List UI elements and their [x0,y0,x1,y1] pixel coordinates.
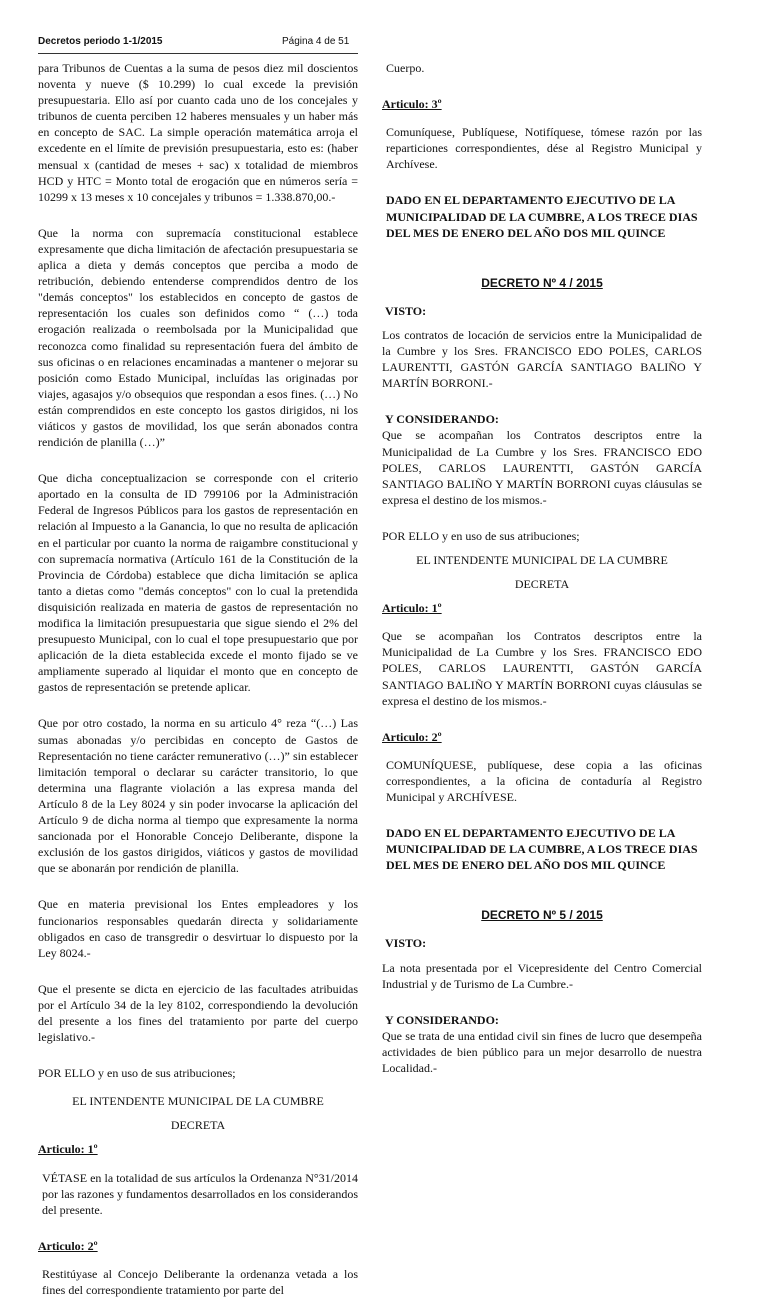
paragraph: POR ELLO y en uso de sus atribuciones; [382,528,580,543]
dado-statement: DADO EN EL DEPARTAMENTO EJECUTIVO DE LA MUNICIPALIDAD DE LA CUMBRE, A LOS TRECE DIAS DEL MES DE ENERO DEL AÑO DOS MIL QUINCE [386,826,698,873]
article-text: Restitúyase al Concejo Deliberante la ordenanza vetada a los fines del correspondiente tratamiento por parte del [42,1266,358,1297]
paragraph: Que el presente se dicta en ejercicio de las facultades atribuidas por el Artículo 34 de la ley 8102, correspondiendo la devolución del presente a los fines del tratamiento por parte del cuerpo legislativo.- [38,981,358,1045]
article-title: Articulo: 1º [38,1142,98,1157]
paragraph: Que se trata de una entidad civil sin fines de lucro que desempeña actividades de bien público para un mejor desarrollo de nuestra Localidad.- [382,1028,702,1076]
intendente-heading: EL INTENDENTE MUNICIPAL DE LA CUMBRE [416,552,668,567]
paragraph: Que la norma con supremacía constitucional establece expresamente que dicha limitación de afectación presupuestaria se aplica a dieta y demás conceptos que perciba a modo de retribución, debiendo entenderse comprendidos dentro de los "demás conceptos" los establecidos en concepto de gastos de representación los cuales son definidos como “ (…) toda erogación realizada o reembolsada por la Municipalidad que reconozca como finalidad su representación fuera del ámbito de sus oficinas o en relaciones encaminadas a mantener o mejorar su posición como Estado Municipal, incluídas las originadas por viajes, agasajos y/o obsequios que respondan a esos fines. (…) No están comprendidos en este concepto los gastos dirigidos, ni los viáticos y gastos de movilidad, los que serán abonados contra rendición de planilla (…)” [38,225,358,450]
paragraph: Que dicha conceptualizacion se corresponde con el criterio aportado en la consulta de ID 799106 por la Administración Federal de Ingresos Públicos para los gastos de representación en relación al Impuesto a la Ganancia, lo que no resulta de aplicación en el particular por cuanto la norma de raigambre constitucional y con supremacía normativa (Artículo 161 de la Constitución de la Provincia de Córdoba) establece que dicha limitación se aplica tanto a dietas como "demás conceptos" con lo cual la pretendida disquisición realizada en materia de gastos de representación no modifica la limitación presupuestaria que sigue siendo el 2% del presupuesto Municipal, con lo cual el tope presupuestario que por aplicación de la dieta establecida excede el monto fijado se ve ampliamente superado al liquidar el monto que en concepto de gastos de representación se pretende aplicar. [38,471,358,695]
article-title: Articulo: 3º [382,97,442,112]
decreta-heading: DECRETA [514,577,570,592]
header-page-number: Página 4 de 51 [282,36,350,47]
paragraph: Que se acompañan los Contratos descriptos entre la Municipalidad de La Cumbre y los Sres. FRANCISCO EDO POLES, CARLOS LAURENTTI, GASTÓN GARCÍA SANTIAGO BALIÑO Y MARTÍN BORRONI cuyas cláusulas se expresa el destino de los mismos.- [382,428,702,507]
article-text: COMUNÍQUESE, publíquese, dese copia a las oficinas correspondientes, a la oficina de contaduría al Registro Municipal y ARCHÍVESE. [386,757,702,804]
decreto-title: DECRETO Nº 4 / 2015 [481,275,603,290]
paragraph: Los contratos de locación de servicios entre la Municipalidad de la Cumbre y los Sres. FRANCISCO EDO POLES, CARLOS LAURENTTI, GASTÓN GARCÍA SANTIAGO BALIÑO Y MARTÍN BORRONI.- [382,327,702,391]
considerando-label: Y CONSIDERANDO: [385,1012,499,1027]
article-text: VÉTASE en la totalidad de sus artículos la Ordenanza N°31/2014 por las razones y fundamentos desarrollados en los considerandos del presente. [42,1170,358,1217]
dado-statement: DADO EN EL DEPARTAMENTO EJECUTIVO DE LA MUNICIPALIDAD DE LA CUMBRE, A LOS TRECE DIAS DEL MES DE ENERO DEL AÑO DOS MIL QUINCE [386,193,698,240]
article-title: Articulo: 2º [382,729,442,744]
decreta-heading: DECRETA [170,1118,226,1133]
paragraph: Cuerpo. [386,61,425,75]
header-document-title: Decretos periodo 1-1/2015 [38,36,163,47]
article-title: Articulo: 2º [38,1238,98,1253]
header-divider [38,53,358,54]
intendente-heading: EL INTENDENTE MUNICIPAL DE LA CUMBRE [72,1094,324,1109]
paragraph: POR ELLO y en uso de sus atribuciones; [38,1066,236,1081]
article-text: Comuníquese, Publíquese, Notifíquese, tómese razón por las reparticiones correspondientes, dése al Registro Municipal y Archívese. [386,125,702,172]
visto-label: VISTO: [385,936,427,951]
paragraph: La nota presentada por el Vicepresidente del Centro Comercial Industrial y de Turismo de La Cumbre.- [382,960,702,991]
right-column [382,60,702,1076]
paragraph: Que en materia previsional los Entes empleadores y los funcionarios responsables quedarán directa y solidariamente obligados en caso de transgredir o desvirtuar lo dispuesto por la Ley 8024.- [38,897,358,960]
considerando-label: Y CONSIDERANDO: [385,412,499,427]
paragraph: para Tribunos de Cuentas a la suma de pesos diez mil doscientos noventa y nueve ($ 10.299) lo cual excede la previsión presupuestaria. Ello así por cuanto cada uno de los concejales y tribunos de cuenta perciben 12 haberes mensuales y un haber más en concepto de SAC. La simple operación matemática arroja el excedente en el límite de previsión presupuestaria, esto es: (haber mensual x (cantidad de meses + sac) x totalidad de miembros HCD y HTC = Monto total de erogación que en números sería = 10299 x 13 meses x 10 concejales y tribunos = 1.338.870,00.- [38,61,358,204]
page-header [38,36,356,50]
decreto-title: DECRETO Nº 5 / 2015 [481,908,603,923]
left-column [38,60,358,1297]
article-text: Que se acompañan los Contratos descriptos entre la Municipalidad de La Cumbre y los Sres. FRANCISCO EDO POLES, CARLOS LAURENTTI, GASTÓN GARCÍA SANTIAGO BALIÑO Y MARTÍN BORRONI cuyas cláusulas se expresa el destino de los mismos.- [382,629,702,708]
paragraph: Que por otro costado, la norma en su articulo 4° reza “(…) Las sumas abonadas y/o percibidas en concepto de Gastos de Representación no tiene carácter remunerativo (…)” sin establecer limitación temporal o declarar su carácter transitorio, lo que determina una flagrante violación a las expresa manda del Artículo 8 de la Ley 8024 y sin poder invocarse la aplicación del Artículo 9 de dicha norma al tiempo que expresamente la norma sancionada por el Honorable Concejo Deliberante, dispone la exclusión de los gastos dirigidos, viáticos y gastos de movilidad que se abonarán por rendición de planilla. [38,716,358,876]
article-title: Articulo: 1º [382,601,442,616]
visto-label: VISTO: [385,303,427,318]
